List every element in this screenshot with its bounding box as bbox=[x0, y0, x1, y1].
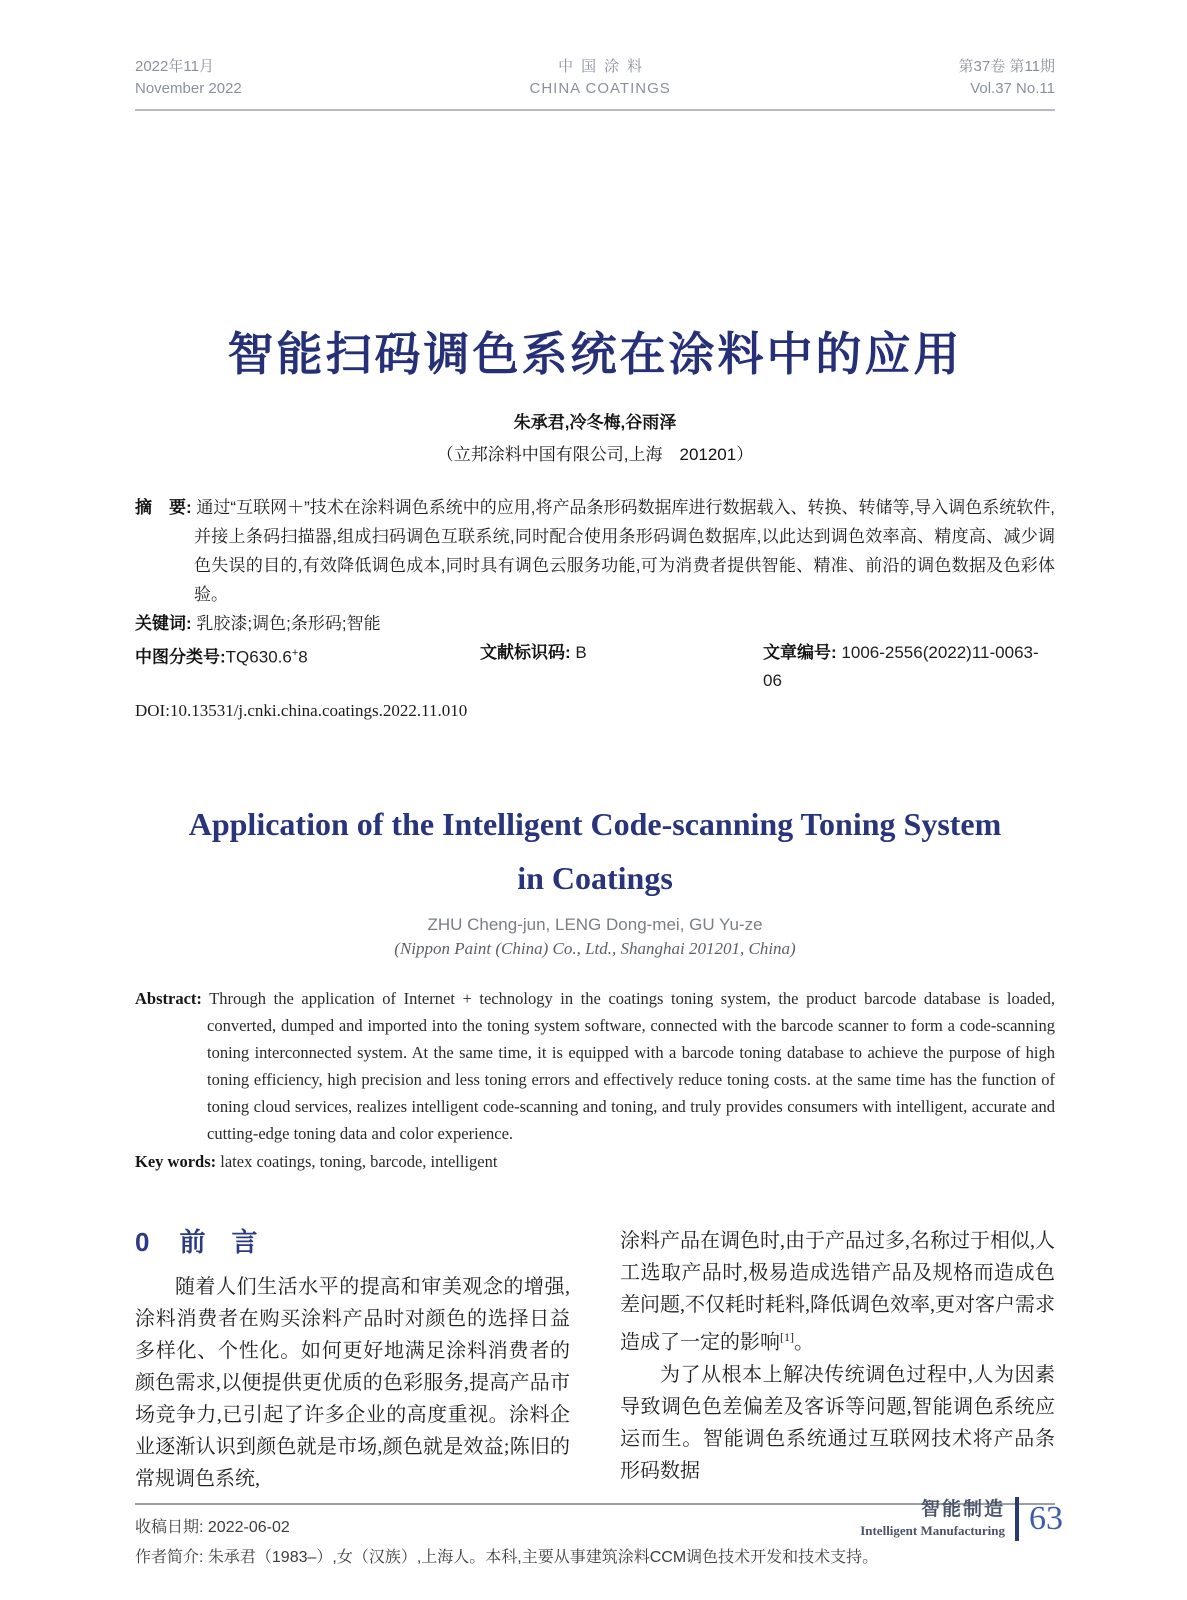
article-title-en bbox=[135, 797, 1055, 905]
article-title-en-line2: in Coatings bbox=[517, 860, 673, 897]
clc-value: TQ630.6 bbox=[225, 647, 292, 667]
author-bio-line bbox=[135, 1543, 1055, 1573]
body-columns bbox=[135, 1225, 1055, 1495]
clc-superscript: + bbox=[291, 647, 299, 660]
column-name-block bbox=[860, 1498, 1005, 1540]
intro-paragraph-right-1-text: 涂料产品在调色时,由于产品过多,名称过于相似,人工选取产品时,极易造成选错产品及规格而造成色差问题,不仅耗时耗料,降低调色效率,更对客户需求造成了一定的影响 bbox=[620, 1230, 1055, 1354]
section-heading bbox=[135, 1225, 570, 1259]
keywords-text-cn: 乳胶漆;调色;条形码;智能 bbox=[196, 614, 381, 634]
article-id-value: 1006-2556(2022)11-0063-06 bbox=[763, 643, 1039, 691]
article-id bbox=[763, 639, 1055, 695]
clc-number bbox=[135, 639, 480, 695]
clc-label: 中图分类号: bbox=[135, 647, 226, 667]
affiliation-cn: （立邦涂料中国有限公司,上海 201201） bbox=[436, 445, 754, 465]
body-column-left bbox=[135, 1225, 570, 1495]
abstract-cn bbox=[135, 493, 1055, 609]
clc-tail: 8 bbox=[298, 647, 308, 667]
classification-row bbox=[135, 639, 1055, 695]
header-journal-name-en: CHINA COATINGS bbox=[529, 80, 671, 97]
abstract-label-en: Abstract: bbox=[135, 989, 202, 1009]
authors-cn: 朱承君,冷冬梅,谷雨泽 bbox=[513, 413, 677, 433]
page-number: 63 bbox=[1029, 1500, 1063, 1537]
abstract-label-cn: 摘 要: bbox=[135, 498, 192, 518]
header-issue-en: Vol.37 No.11 bbox=[970, 80, 1055, 97]
section-number: 0 bbox=[135, 1227, 150, 1258]
document-code bbox=[480, 639, 763, 695]
intro-paragraph-right-1 bbox=[620, 1225, 1055, 1359]
keywords-label-cn: 关键词: bbox=[135, 614, 192, 634]
keywords-label-en: Key words: bbox=[135, 1152, 217, 1172]
header-issue-block bbox=[959, 56, 1055, 100]
authors-en: ZHU Cheng-jun, LENG Dong-mei, GU Yu-ze bbox=[427, 915, 763, 935]
column-name-en: Intelligent Manufacturing bbox=[860, 1523, 1005, 1538]
header-date-block bbox=[135, 56, 242, 100]
header-issue-cn: 第37卷 第11期 bbox=[958, 58, 1055, 75]
abstract-en bbox=[135, 985, 1055, 1147]
body-column-right bbox=[620, 1225, 1055, 1495]
article-title-cn: 智能扫码调色系统在涂料中的应用 bbox=[227, 328, 963, 380]
header-journal-name-cn: 中国涂料 bbox=[558, 58, 651, 75]
column-name-cn: 智能制造 bbox=[920, 1499, 1005, 1520]
abstract-text-cn: 通过“互联网＋”技术在涂料调色系统中的应用,将产品条形码数据库进行数据载入、转换、转储等,导入调色系统软件,并接上条码扫描器,组成扫码调色互联系统,同时配合使用条形码调色数据库,以此达到调色效率高、精度高、减少调色失误的目的,有效降低调色成本,同时具有调色云服务功能,可为消费者提供智能、精准、前沿的调色数据及色彩体验。 bbox=[194, 498, 1055, 605]
document-code-label: 文献标识码: bbox=[480, 643, 571, 663]
abstract-text-en: Through the application of Internet + technology in the coatings toning system, the product barcode database is loaded, converted, dumped and imported into the toning system software, connected with the barcode scanner to form a code-scanning toning interconnected system. At the same time, it is equipped with a barcode toning database to achieve the purpose of high toning efficiency, high precision and less toning errors and effectively reduce toning costs. at the same time has the function of toning cloud services, realizes intelligent code-scanning and toning, and truly provides consumers with intelligent, accurate and cutting-edge toning data and color experience. bbox=[207, 989, 1055, 1144]
keywords-cn bbox=[135, 610, 1055, 638]
header-journal-block bbox=[530, 56, 671, 100]
journal-header bbox=[135, 0, 1055, 111]
author-bio-text: 朱承君（1983–）,女（汉族）,上海人。本科,主要从事建筑涂料CCM调色技术开发和技术支持。 bbox=[207, 1549, 879, 1567]
reference-marker-1: [1] bbox=[780, 1330, 794, 1345]
received-date-value: 2022-06-02 bbox=[207, 1519, 290, 1537]
affiliation-en: (Nippon Paint (China) Co., Ltd., Shanghai 201201, China) bbox=[394, 939, 796, 959]
received-date-label: 收稿日期: bbox=[135, 1519, 204, 1537]
intro-paragraph-right-1-end: 。 bbox=[794, 1331, 814, 1354]
keywords-text-en: latex coatings, toning, barcode, intelligent bbox=[220, 1152, 498, 1172]
intro-paragraph-right-2: 为了从根本上解决传统调色过程中,人为因素导致调色色差偏差及客诉等问题,智能调色系统应运而生。智能调色系统通过互联网技术将产品条形码数据 bbox=[620, 1363, 1055, 1482]
section-title: 前 言 bbox=[179, 1227, 258, 1258]
footer-divider-bar bbox=[1015, 1497, 1019, 1541]
header-date-en: November 2022 bbox=[135, 80, 242, 97]
article-title-en-line1: Application of the Intelligent Code-scanning Toning System bbox=[188, 806, 1002, 843]
keywords-en bbox=[135, 1148, 1055, 1175]
page-footer bbox=[860, 1497, 1063, 1541]
doi: DOI:10.13531/j.cnki.china.coatings.2022.11.010 bbox=[135, 701, 468, 721]
document-code-value: B bbox=[575, 643, 587, 663]
header-date-cn: 2022年11月 bbox=[135, 58, 214, 75]
author-bio-label: 作者简介: bbox=[135, 1549, 204, 1567]
intro-paragraph-left: 随着人们生活水平的提高和审美观念的增强,涂料消费者在购买涂料产品时对颜色的选择日益多样化、个性化。如何更好地满足涂料消费者的颜色需求,以便提供更优质的色彩服务,提高产品市场竞争力,已引起了许多企业的高度重视。涂料企业逐渐认识到颜色就是市场,颜色就是效益;陈旧的常规调色系统, bbox=[135, 1276, 570, 1491]
article-id-label: 文章编号: bbox=[763, 643, 837, 663]
